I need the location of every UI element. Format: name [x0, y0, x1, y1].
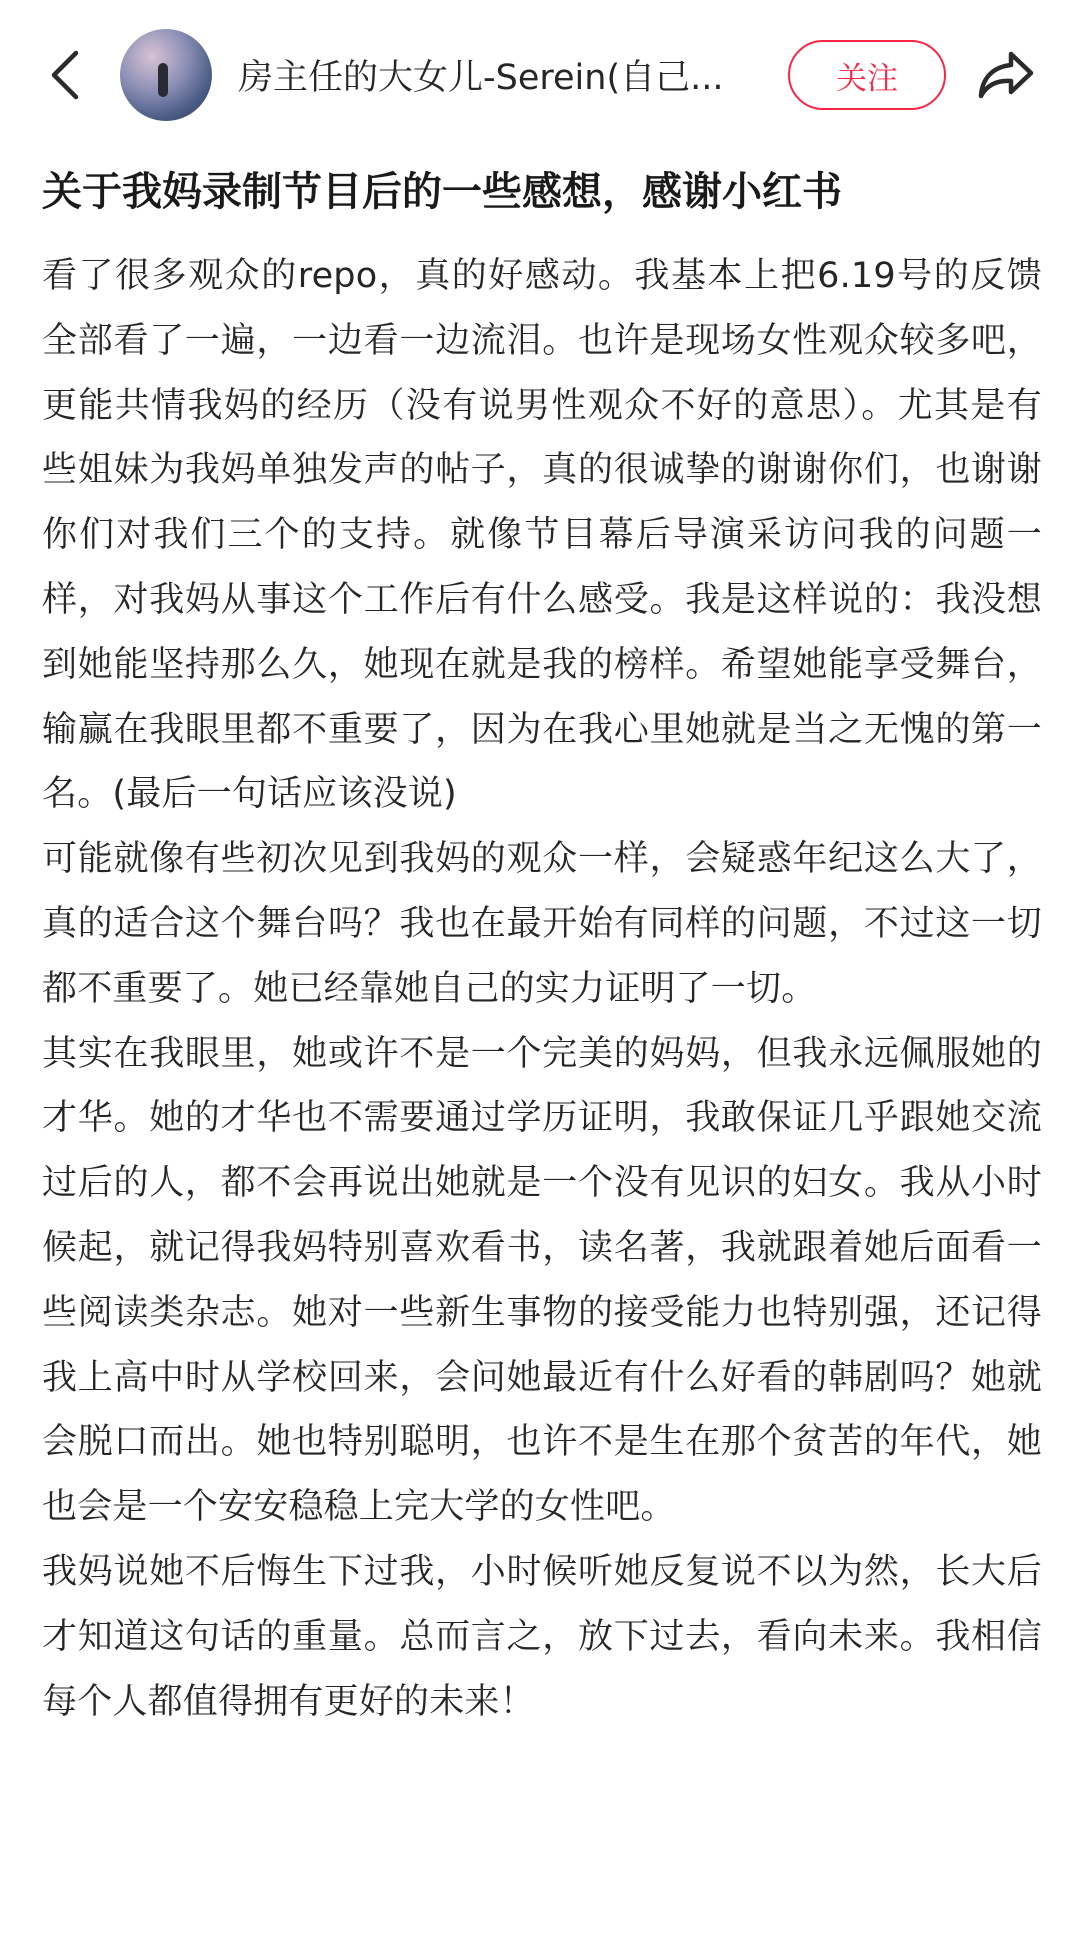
- post-title: 关于我妈录制节目后的一些感想，感谢小红书: [42, 169, 842, 215]
- share-button[interactable]: [976, 45, 1036, 105]
- share-icon: [977, 49, 1035, 101]
- post-paragraph: 看了很多观众的repo，真的好感动。我基本上把6.19号的反馈全部看了一遍，一边看一边流泪。也许是现场女性观众较多吧，更能共情我妈的经历（没有说男性观众不好的意思）。尤其是有些姐妹为我妈单独发声的帖子，真的很诚挚的谢谢你们，也谢谢你们对我们三个的支持。就像节目幕后导演采访问我的问题一样，对我妈从事这个工作后有什么感受。我是这样说的：我没想到她能坚持那么久，她现在就是我的榜样。希望她能享受舞台，输赢在我眼里都不重要了，因为在我心里她就是当之无愧的第一名。(最后一句话应该没说): [42, 256, 1042, 815]
- post-paragraph: 其实在我眼里，她或许不是一个完美的妈妈，但我永远佩服她的才华。她的才华也不需要通过学历证明，我敢保证几乎跟她交流过后的人，都不会再说出她就是一个没有见识的妇女。我从小时候起，就记得我妈特别喜欢看书，读名著，我就跟着她后面看一些阅读类杂志。她对一些新生事物的接受能力也特别强，还记得我上高中时从学校回来，会问她最近有什么好看的韩剧吗？她就会脱口而出。她也特别聪明，也许不是生在那个贫苦的年代，她也会是一个安安稳稳上完大学的女性吧。: [42, 1033, 1042, 1528]
- chevron-left-icon: [48, 49, 80, 101]
- post-content: [0, 162, 1080, 1734]
- back-button[interactable]: [44, 45, 84, 105]
- post-header: [0, 0, 1080, 150]
- author-username[interactable]: 房主任的大女儿-Serein(自己...: [238, 58, 724, 98]
- post-paragraph: 我妈说她不后悔生下过我，小时候听她反复说不以为然，长大后才知道这句话的重量。总而言之，放下过去，看向未来。我相信每个人都值得拥有更好的未来！: [42, 1551, 1042, 1722]
- post-paragraph: 可能就像有些初次见到我妈的观众一样，会疑惑年纪这么大了，真的适合这个舞台吗？我也在最开始有同样的问题，不过这一切都不重要了。她已经靠她自己的实力证明了一切。: [42, 839, 1042, 1009]
- post-body: [42, 244, 1042, 1734]
- follow-button[interactable]: 关注: [788, 40, 946, 110]
- avatar[interactable]: [120, 29, 212, 121]
